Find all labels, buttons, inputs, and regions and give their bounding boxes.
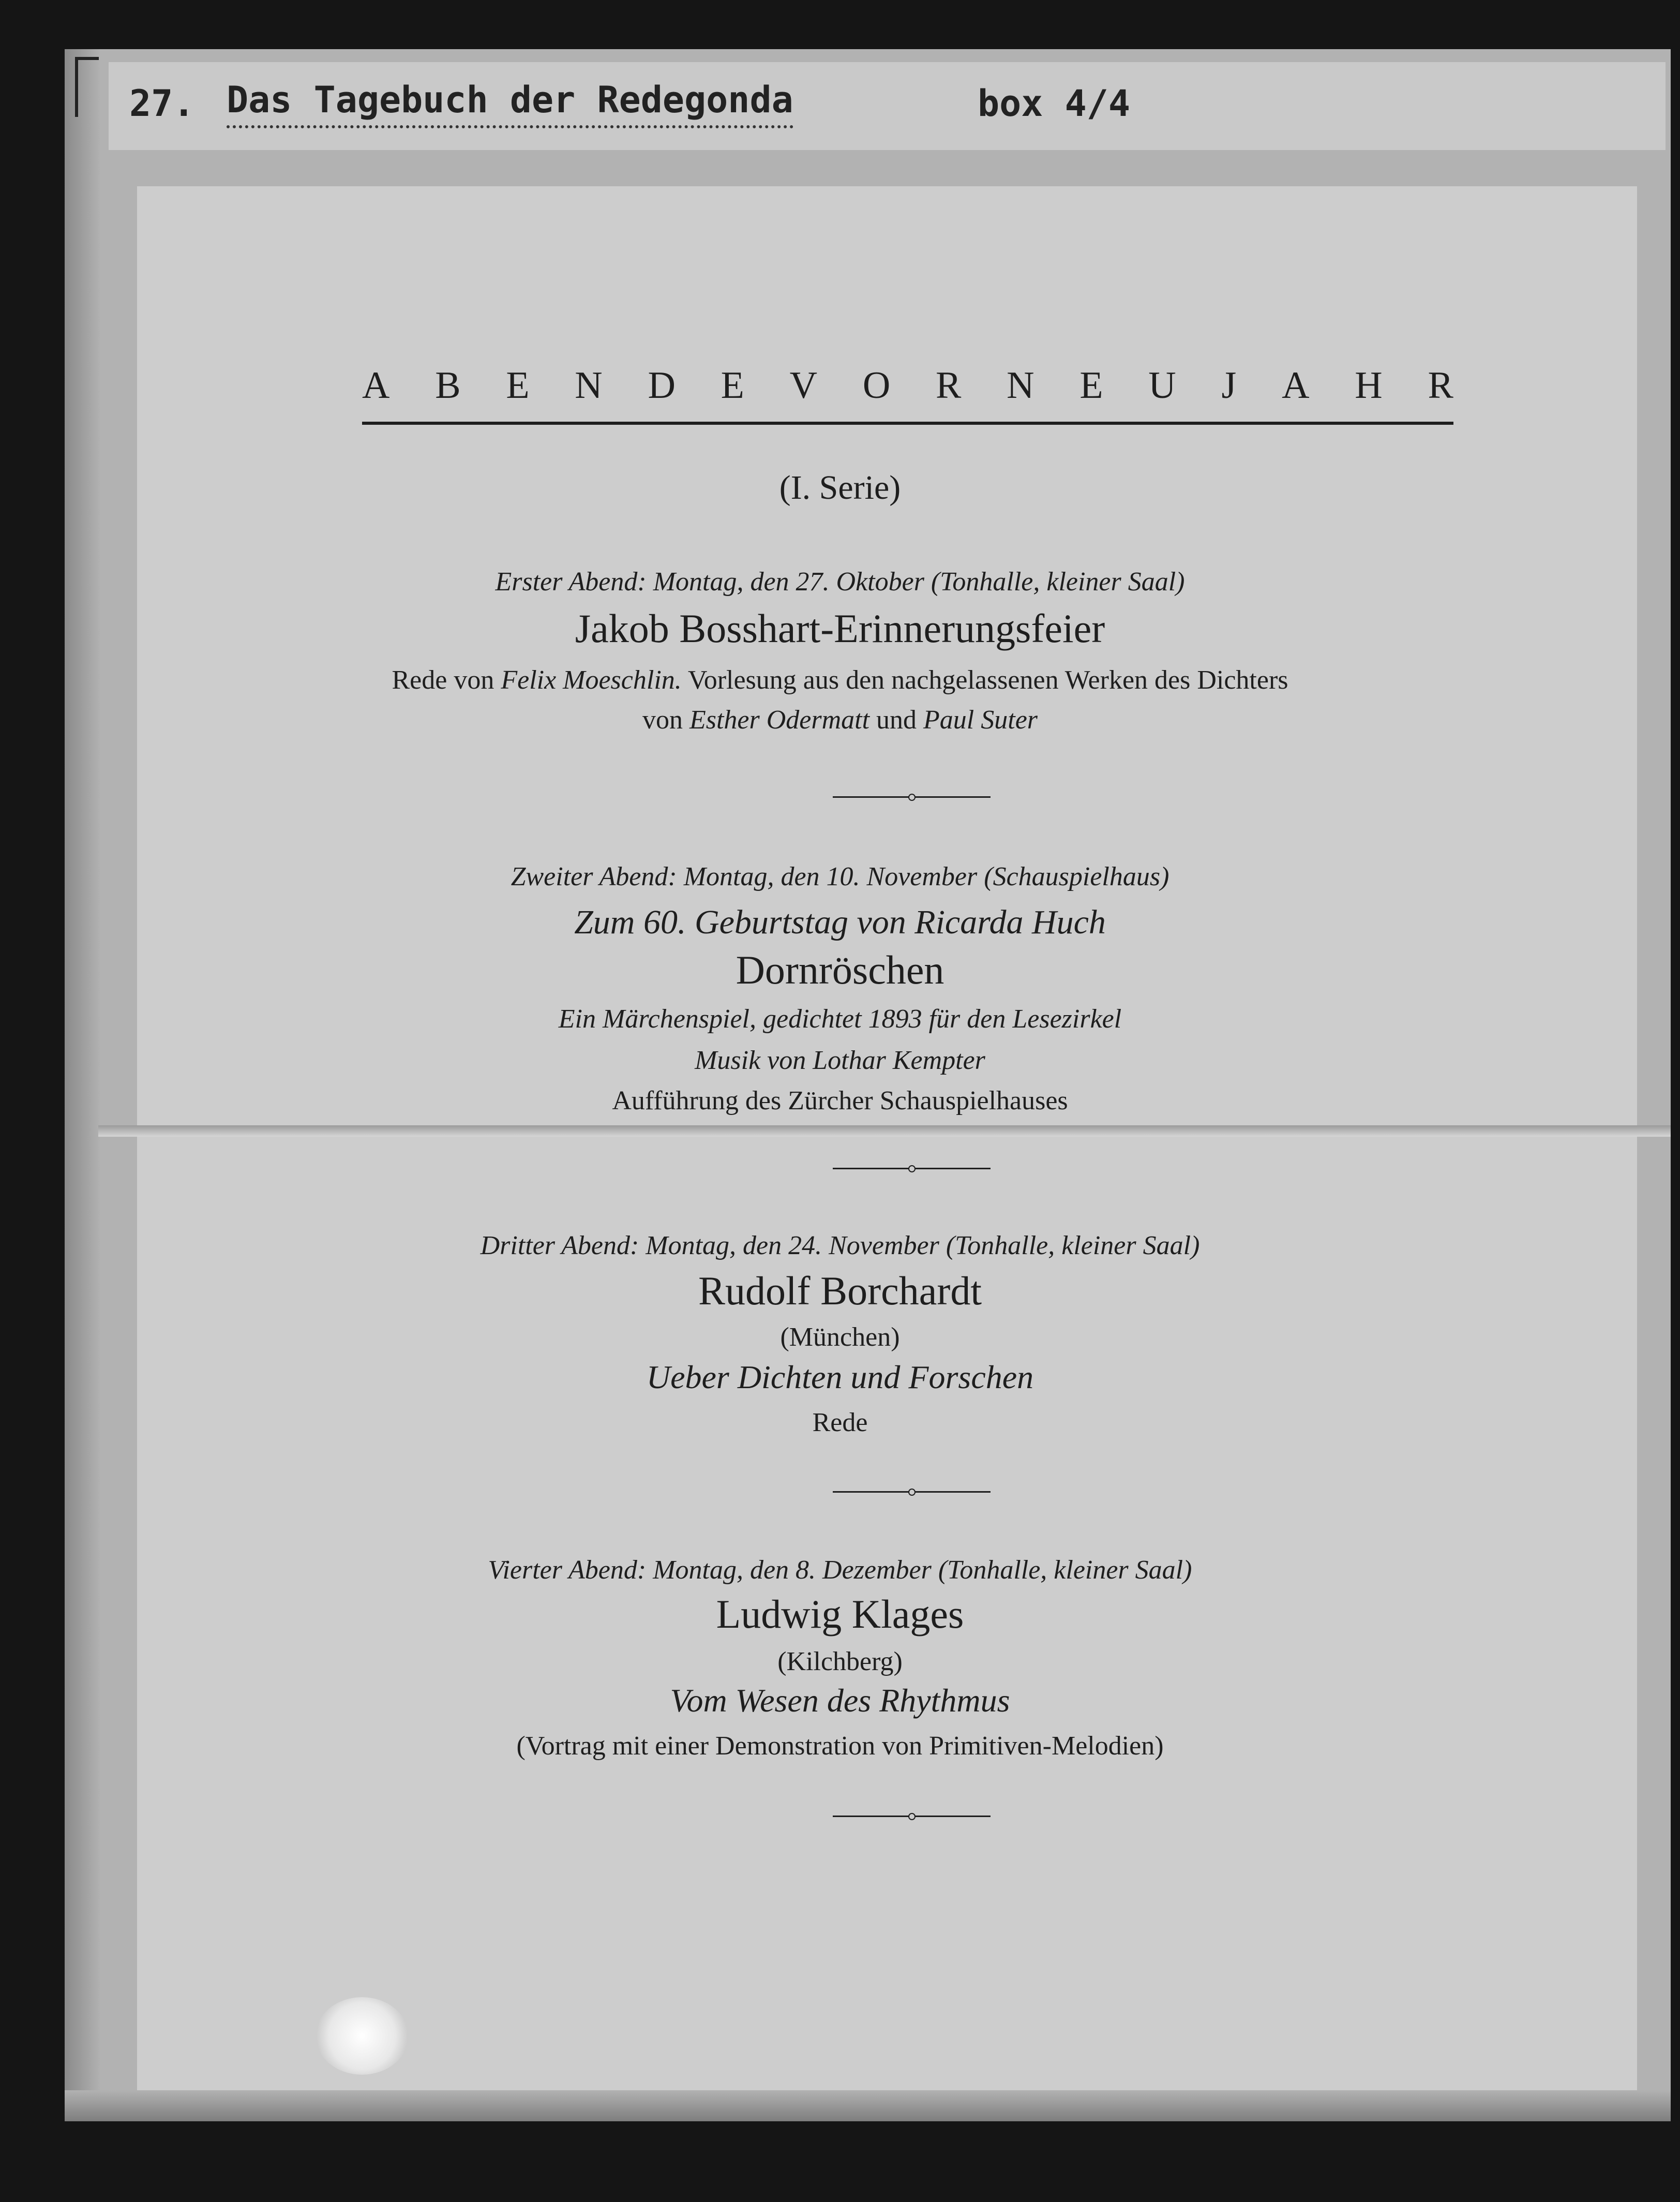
heading-letter: R [936,364,962,407]
heading-letter: U [1148,364,1176,407]
sheet-fold-line [98,1125,1671,1137]
heading-letter: B [435,364,461,407]
ornament-divider [833,1163,991,1173]
archive-number: 27. [129,82,195,125]
heading-letter: D [648,364,676,407]
card-shadow-bottom [65,2090,1671,2121]
programme-heading [362,357,1453,414]
heading-letter: R [1428,364,1453,407]
evening-2-intro: Zweiter Abend: Montag, den 10. November (Schauspielhaus) [511,862,1169,891]
text-span: und [869,705,924,735]
evening-2-line-3: Aufführung des Zürcher Schauspielhauses [612,1086,1068,1115]
evening-1-line-2 [0,705,1680,735]
evening-3-title: Rudolf Borchardt [698,1268,982,1313]
text-span: Rede von [392,665,501,695]
evening-2-line-2: Musik von Lothar Kempter [695,1046,985,1075]
ornament-divider [833,792,991,802]
heading-letter: E [721,364,744,407]
heading-rule [362,422,1453,425]
heading-letter: O [862,364,891,407]
evening-1-intro: Erster Abend: Montag, den 27. Oktober (Tonhalle, kleiner Saal) [495,567,1185,597]
reader-name: Paul Suter [923,705,1038,735]
evening-3-topic: Ueber Dichten und Forschen [646,1359,1034,1395]
evening-4-kind: (Vortrag mit einer Demonstration von Primitiven-Melodien) [516,1731,1164,1761]
heading-letter: A [1282,364,1310,407]
card-shadow-left [65,49,101,2119]
evening-1-title: Jakob Bosshart-Erinnerungsfeier [575,606,1105,651]
series-label: (I. Serie) [779,469,901,507]
evening-2-line-1: Ein Märchenspiel, gedichtet 1893 für den Lesezirkel [558,1004,1122,1034]
heading-letter: H [1355,364,1383,407]
scan-light-flare [316,1997,409,2075]
speaker-name: Felix Moeschlin. [501,665,682,695]
evening-4-title: Ludwig Klages [716,1591,964,1636]
reader-name: Esther Odermatt [689,705,870,735]
evening-4-intro: Vierter Abend: Montag, den 8. Dezember (Tonhalle, kleiner Saal) [488,1555,1192,1585]
evening-4-topic: Vom Wesen des Rhythmus [670,1682,1010,1719]
evening-3-place: (München) [780,1322,900,1352]
ornament-divider [833,1811,991,1821]
text-span: Vorlesung aus den nachgelassenen Werken des Dichters [681,665,1288,695]
heading-letter: V [789,364,818,407]
evening-3-intro: Dritter Abend: Montag, den 24. November (Tonhalle, kleiner Saal) [480,1231,1200,1260]
heading-letter: E [1079,364,1103,407]
evening-1-line-1 [0,665,1680,695]
archive-title: Das Tagebuch der Redegonda [227,78,793,128]
evening-2-subtitle: Zum 60. Geburtstag von Ricarda Huch [574,903,1106,941]
heading-letter: N [1007,364,1034,407]
evening-4-place: (Kilchberg) [777,1647,903,1676]
heading-letter: J [1221,364,1237,407]
evening-2-title: Dornröschen [736,947,944,992]
archive-box: box 4/4 [978,82,1131,125]
evening-3-kind: Rede [812,1408,868,1437]
ornament-divider [833,1486,991,1497]
corner-crop-mark [75,57,99,117]
heading-letter: E [506,364,530,407]
heading-letter: N [575,364,603,407]
text-span: von [642,705,689,735]
heading-letter: A [362,364,390,407]
